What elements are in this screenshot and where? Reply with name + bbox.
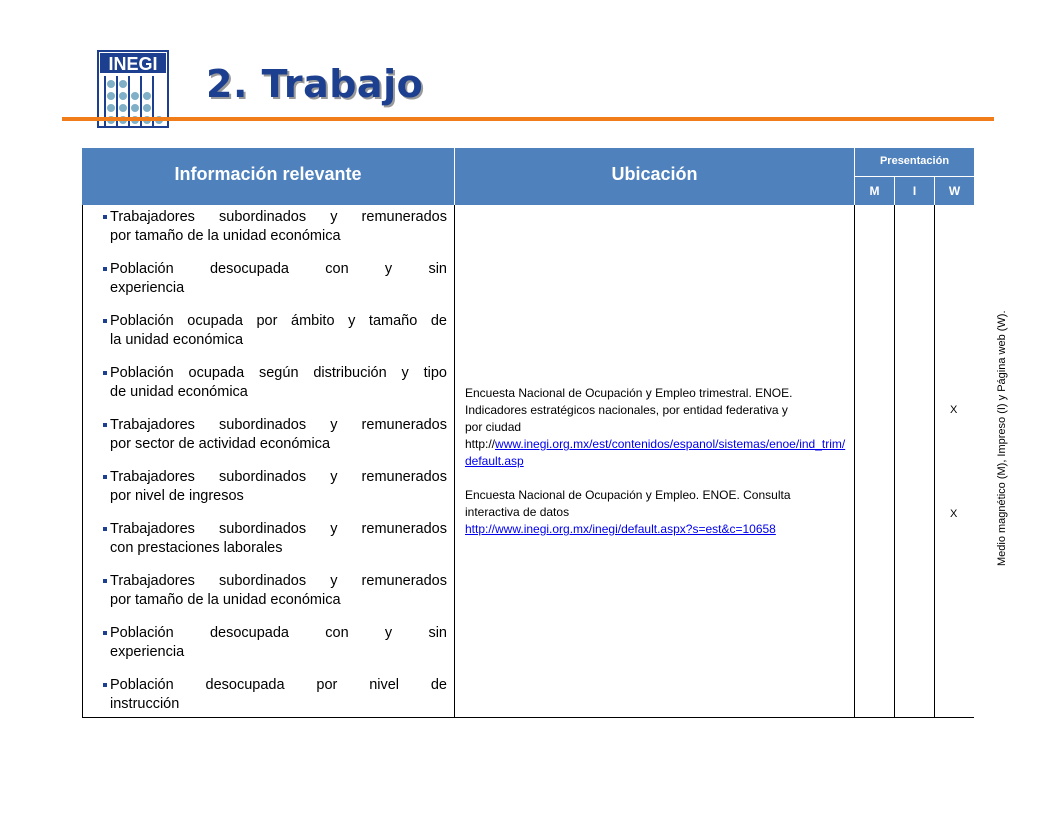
header-ubicacion: Ubicación bbox=[455, 148, 854, 205]
header-i: I bbox=[895, 177, 934, 205]
grid-line bbox=[82, 205, 83, 718]
grid-line bbox=[894, 205, 895, 718]
mark-w-enoe-trim: X bbox=[950, 404, 958, 416]
list-item: Trabajadores subordinados y remunerados con prestaciones laborales bbox=[101, 520, 447, 572]
list-item: Trabajadores subordinados y remunerados por tamaño de la unidad económica bbox=[101, 572, 447, 624]
title-underline bbox=[62, 117, 994, 121]
source1-text: por ciudad bbox=[465, 420, 522, 434]
side-note: Medio magnético (M), Impreso (I) y Página web (W). bbox=[996, 310, 1008, 566]
bullet-icon bbox=[103, 683, 107, 687]
source2-text: Encuesta Nacional de Ocupación y Empleo. ENOE. Consulta bbox=[465, 488, 791, 502]
url-prefix: http:// bbox=[465, 437, 496, 451]
grid-line bbox=[854, 205, 855, 718]
bullet-icon bbox=[103, 319, 107, 323]
header-presentacion: Presentación bbox=[855, 148, 974, 176]
bullet-icon bbox=[103, 215, 107, 219]
source1-url bbox=[465, 436, 850, 470]
enoe-consulta-link[interactable]: http://www.inegi.org.mx/inegi/default.aspx?s=est&c=10658 bbox=[465, 522, 776, 536]
source1-text: Indicadores estratégicos nacionales, por entidad federativa y bbox=[465, 403, 788, 417]
bullet-icon bbox=[103, 631, 107, 635]
enoe-trim-link[interactable]: www.inegi.org.mx/est/contenidos/espanol/sistemas/enoe/ind_trim/default.asp bbox=[465, 437, 846, 468]
bullet-icon bbox=[103, 267, 107, 271]
header-m: M bbox=[855, 177, 894, 205]
header-w: W bbox=[935, 177, 974, 205]
logo-text: INEGI bbox=[108, 54, 158, 74]
ubicacion-cell bbox=[465, 385, 850, 538]
source1-text: Encuesta Nacional de Ocupación y Empleo trimestral. ENOE. bbox=[465, 386, 793, 400]
bullet-icon bbox=[103, 475, 107, 479]
list-item: Población desocupada con y sin experiencia bbox=[101, 260, 447, 312]
list-item: Población desocupada con y sin experiencia bbox=[101, 624, 447, 676]
bullet-icon bbox=[103, 527, 107, 531]
source2-text: interactiva de datos bbox=[465, 505, 570, 519]
list-item: Trabajadores subordinados y remunerados por tamaño de la unidad económica bbox=[101, 208, 447, 260]
info-list bbox=[101, 208, 447, 728]
grid-line bbox=[934, 205, 935, 718]
mark-w-enoe-consulta: X bbox=[950, 508, 958, 520]
info-table bbox=[82, 148, 974, 718]
header-informacion: Información relevante bbox=[82, 148, 454, 205]
list-item: Población ocupada por ámbito y tamaño de la unidad económica bbox=[101, 312, 447, 364]
bullet-icon bbox=[103, 371, 107, 375]
grid-line bbox=[454, 205, 455, 718]
bullet-icon bbox=[103, 579, 107, 583]
list-item: Población ocupada según distribución y tipo de unidad económica bbox=[101, 364, 447, 416]
list-item: Trabajadores subordinados y remunerados por sector de actividad económica bbox=[101, 416, 447, 468]
list-item: Población desocupada por nivel de instrucción bbox=[101, 676, 447, 728]
bullet-icon bbox=[103, 423, 107, 427]
page-title: 2. Trabajo bbox=[206, 62, 424, 106]
list-item: Trabajadores subordinados y remunerados por nivel de ingresos bbox=[101, 468, 447, 520]
